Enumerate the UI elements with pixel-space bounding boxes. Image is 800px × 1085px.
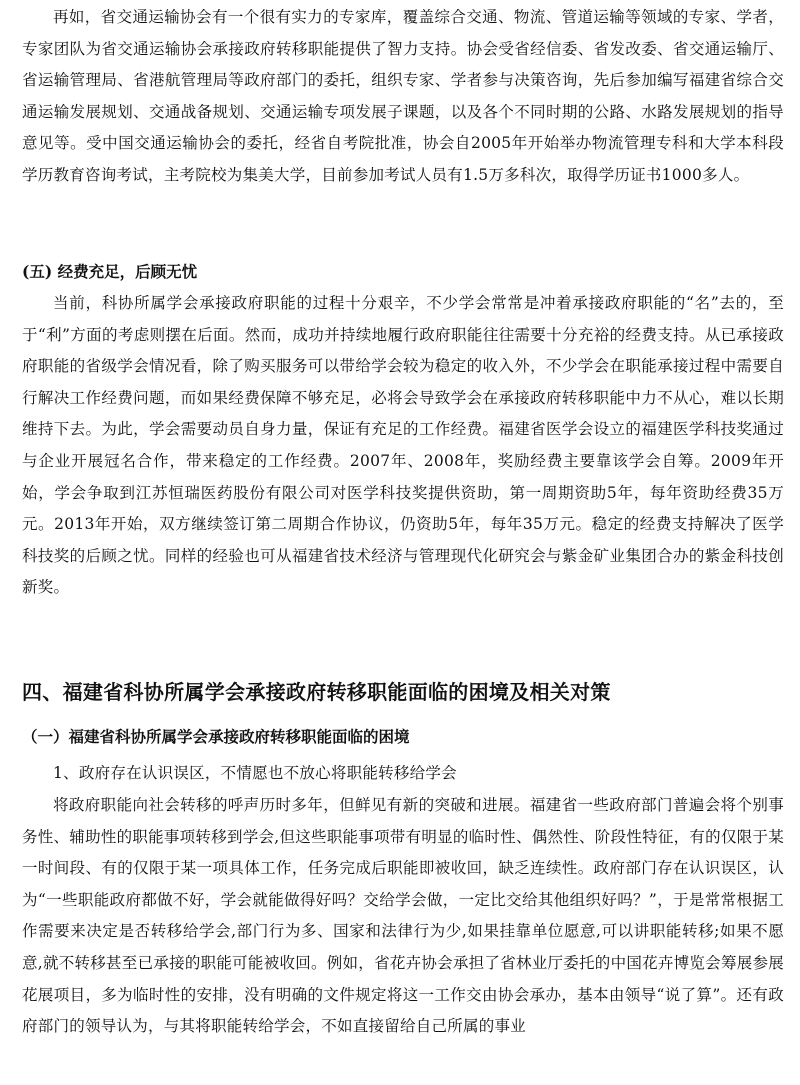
subsection-heading-funding: (五) 经费充足，后顾无忧: [22, 262, 198, 281]
body-paragraph: 将政府职能向社会转移的呼声历时多年，但鲜见有新的突破和进展。福建省一些政府部门普遍会将个别事务性、辅助性的职能事项转移到学会,但这些职能事项带有明显的临时性、偶然性、阶段性特征，有的仅限于某一时间段、有的仅限于某一项具体工作，任务完成后职能即被收回，缺乏连续性。政府部门存在认识误区，认为“一些职能政府都做不好，学会就能做得好吗？交给学会做，一定比交给其他组织好吗？”，于是常常根据工作需要来决定是否转移给学会,部门行为多、国家和法律行为少,如果挂靠单位愿意,可以讲职能转移;如果不愿意,就不转移甚至已承接的职能可能被收回。例如，省花卉协会承担了省林业厅委托的中国花卉博览会筹展参展花展项目，多为临时性的安排，没有明确的文件规定将这一工作交由协会承办，基本由领导“说了算”。还有政府部门的领导认为，与其将职能转给学会，不如直接留给自己所属的事业: [22, 796, 784, 1036]
subsection-heading-difficulties: （一）福建省科协所属学会承接政府转移职能面临的困境: [22, 728, 410, 746]
section-heading: 四、福建省科协所属学会承接政府转移职能面临的困境及相关对策: [22, 680, 611, 704]
body-paragraph: 再如，省交通运输协会有一个很有实力的专家库，覆盖综合交通、物流、管道运输等领域的专家、学者，专家团队为省交通运输协会承接政府转移职能提供了智力支持。协会受省经信委、省发改委、省交通运输厅、省运输管理局、省港航管理局等政府部门的委托，组织专家、学者参与决策咨询，先后参加编写福建省综合交通运输发展规划、交通战备规划、交通运输专项发展子课题，以及各个不同时期的公路、水路发展规划的指导意见等。受中国交通运输协会的委托，经省自考院批准，协会自2005年开始举办物流管理专科和大学本科段学历教育咨询考试，主考院校为集美大学，目前参加考试人员有1.5万多科次，取得学历证书1000多人。: [22, 8, 784, 184]
list-item-heading: 1、政府存在认识误区，不情愿也不放心将职能转移给学会: [53, 764, 457, 782]
body-paragraph: 当前，科协所属学会承接政府职能的过程十分艰辛，不少学会常常是冲着承接政府职能的“名”去的，至于“利”方面的考虑则摆在后面。然而，成功并持续地履行政府职能往往需要十分充裕的经费支持。从已承接政府职能的省级学会情况看，除了购买服务可以带给学会较为稳定的收入外，不少学会在职能承接过程中需要自行解决工作经费问题，而如果经费保障不够充足，必将会导致学会在承接政府转移职能中力不从心，难以长期维持下去。为此，学会需要动员自身力量，保证有充足的工作经费。福建省医学会设立的福建医学科技奖通过与企业开展冠名合作，带来稳定的工作经费。2007年、2008年，奖励经费主要靠该学会自筹。2009年开始，学会争取到江苏恒瑞医药股份有限公司对医学科技奖提供资助，第一周期资助5年，每年资助经费35万元。2013年开始，双方继续签订第二周期合作协议，仍资助5年，每年35万元。稳定的经费支持解决了医学科技奖的后顾之忧。同样的经验也可从福建省技术经济与管理现代化研究会与紫金矿业集团合办的紫金科技创新奖。: [22, 294, 784, 597]
